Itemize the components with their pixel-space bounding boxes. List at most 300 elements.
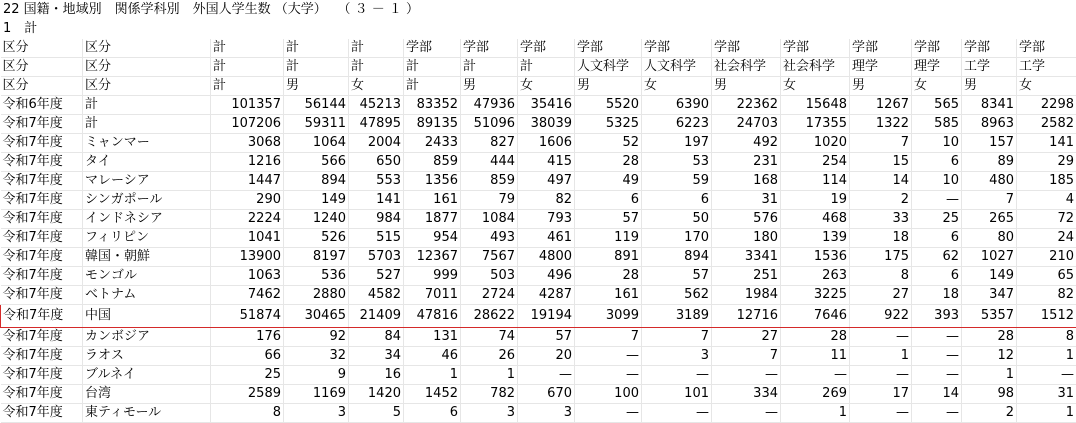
table-cell[interactable]: 231 (712, 153, 781, 172)
table-cell[interactable]: 83352 (404, 96, 461, 115)
table-cell[interactable]: 47895 (349, 115, 404, 134)
table-cell[interactable]: 185 (1017, 172, 1076, 191)
table-cell[interactable]: 7 (850, 134, 912, 153)
table-cell[interactable]: 35416 (518, 96, 575, 115)
table-cell[interactable]: 263 (781, 267, 850, 286)
table-cell[interactable]: — (575, 366, 642, 385)
table-cell[interactable]: 男 (712, 77, 781, 96)
table-cell[interactable]: 1041 (211, 229, 284, 248)
table-cell[interactable]: 28 (575, 267, 642, 286)
table-cell[interactable]: 1084 (461, 210, 518, 229)
table-cell[interactable]: 52 (575, 134, 642, 153)
table-cell[interactable]: 565 (912, 96, 962, 115)
table-cell[interactable]: 161 (575, 286, 642, 305)
table-cell[interactable]: 28 (962, 328, 1017, 347)
table-cell[interactable]: 令和7年度 (1, 366, 83, 385)
table-cell[interactable]: — (1017, 366, 1076, 385)
table-cell[interactable]: 8 (850, 267, 912, 286)
table-cell[interactable]: 92 (284, 328, 349, 347)
table-cell[interactable]: 139 (781, 229, 850, 248)
table-cell[interactable]: 8 (211, 404, 284, 423)
table-cell[interactable]: カンボジア (83, 328, 211, 347)
table-cell[interactable]: 1027 (962, 248, 1017, 267)
table-cell[interactable]: 2298 (1017, 96, 1076, 115)
table-cell[interactable]: 415 (518, 153, 575, 172)
table-cell[interactable]: 1877 (404, 210, 461, 229)
table-cell[interactable]: 444 (461, 153, 518, 172)
table-cell[interactable]: 141 (349, 191, 404, 210)
table-cell[interactable]: 13900 (211, 248, 284, 267)
table-cell[interactable]: 536 (284, 267, 349, 286)
table-cell[interactable]: 922 (850, 305, 912, 328)
table-cell[interactable]: 269 (781, 385, 850, 404)
table-cell[interactable]: 令和7年度 (1, 267, 83, 286)
table-cell[interactable]: 2589 (211, 385, 284, 404)
table-cell[interactable]: 6 (912, 267, 962, 286)
table-cell[interactable]: 12 (962, 347, 1017, 366)
table-cell[interactable]: 1 (461, 366, 518, 385)
table-cell[interactable]: 工学 (1017, 58, 1076, 77)
table-cell[interactable]: 5520 (575, 96, 642, 115)
table-cell[interactable]: 韓国・朝鮮 (83, 248, 211, 267)
table-cell[interactable]: 1 (404, 366, 461, 385)
table-cell[interactable]: 1 (850, 347, 912, 366)
table-cell[interactable]: 168 (712, 172, 781, 191)
table-cell[interactable]: 10 (912, 134, 962, 153)
table-cell[interactable]: 28 (575, 153, 642, 172)
table-cell[interactable]: 1240 (284, 210, 349, 229)
table-cell[interactable]: 1 (962, 366, 1017, 385)
table-cell[interactable]: 計 (284, 39, 349, 58)
table-cell[interactable]: 1420 (349, 385, 404, 404)
table-cell[interactable]: 14 (912, 385, 962, 404)
table-cell[interactable]: 393 (912, 305, 962, 328)
table-cell[interactable]: 1267 (850, 96, 912, 115)
table-cell[interactable]: 47816 (404, 305, 461, 328)
table-cell[interactable]: 11 (781, 347, 850, 366)
table-cell[interactable]: 492 (712, 134, 781, 153)
table-cell[interactable]: 1606 (518, 134, 575, 153)
table-cell[interactable]: 149 (284, 191, 349, 210)
table-cell[interactable]: 8 (1017, 328, 1076, 347)
table-cell[interactable]: 学部 (912, 39, 962, 58)
table-cell[interactable]: 49 (575, 172, 642, 191)
table-cell[interactable]: 計 (211, 39, 284, 58)
table-cell[interactable]: 65 (1017, 267, 1076, 286)
table-cell[interactable]: 461 (518, 229, 575, 248)
table-cell[interactable]: 894 (642, 248, 712, 267)
table-cell[interactable]: 891 (575, 248, 642, 267)
table-cell[interactable]: — (518, 366, 575, 385)
table-cell[interactable]: — (912, 328, 962, 347)
table-cell[interactable]: 25 (912, 210, 962, 229)
table-cell[interactable]: 計 (83, 96, 211, 115)
table-cell[interactable]: 24 (1017, 229, 1076, 248)
table-cell[interactable]: 令和7年度 (1, 347, 83, 366)
table-cell[interactable]: 1169 (284, 385, 349, 404)
table-cell[interactable]: 女 (1017, 77, 1076, 96)
table-cell[interactable]: 585 (912, 115, 962, 134)
table-cell[interactable]: 令和7年度 (1, 115, 83, 134)
table-cell[interactable]: — (850, 366, 912, 385)
table-cell[interactable]: 1447 (211, 172, 284, 191)
table-cell[interactable]: 2880 (284, 286, 349, 305)
table-cell[interactable]: 令和7年度 (1, 305, 83, 328)
table-cell[interactable]: 6 (404, 404, 461, 423)
table-cell[interactable]: — (912, 366, 962, 385)
table-cell[interactable]: 工学 (962, 58, 1017, 77)
table-cell[interactable]: 497 (518, 172, 575, 191)
table-cell[interactable]: 197 (642, 134, 712, 153)
table-cell[interactable]: 令和7年度 (1, 153, 83, 172)
table-cell[interactable]: フィリピン (83, 229, 211, 248)
table-cell[interactable]: 令和7年度 (1, 248, 83, 267)
table-cell[interactable]: 27 (712, 328, 781, 347)
table-cell[interactable]: 計 (211, 77, 284, 96)
table-cell[interactable]: 98 (962, 385, 1017, 404)
table-cell[interactable]: 1356 (404, 172, 461, 191)
table-cell[interactable]: 29 (1017, 153, 1076, 172)
table-cell[interactable]: 8197 (284, 248, 349, 267)
table-cell[interactable]: 男 (284, 77, 349, 96)
table-cell[interactable]: 4582 (349, 286, 404, 305)
table-cell[interactable]: 令和7年度 (1, 328, 83, 347)
table-cell[interactable]: 令和7年度 (1, 172, 83, 191)
table-cell[interactable]: 7011 (404, 286, 461, 305)
table-cell[interactable]: 学部 (1017, 39, 1076, 58)
table-cell[interactable]: 学部 (642, 39, 712, 58)
table-cell[interactable]: 72 (1017, 210, 1076, 229)
table-cell[interactable]: 334 (712, 385, 781, 404)
table-cell[interactable]: 16 (349, 366, 404, 385)
table-cell[interactable]: — (712, 366, 781, 385)
table-cell[interactable]: 526 (284, 229, 349, 248)
table-cell[interactable]: 56144 (284, 96, 349, 115)
table-cell[interactable]: 82 (518, 191, 575, 210)
table-cell[interactable]: 157 (962, 134, 1017, 153)
table-cell[interactable]: 57 (642, 267, 712, 286)
table-cell[interactable]: 59311 (284, 115, 349, 134)
table-cell[interactable]: 1512 (1017, 305, 1076, 328)
table-cell[interactable]: 令和7年度 (1, 286, 83, 305)
table-cell[interactable]: 令和6年度 (1, 96, 83, 115)
table-cell[interactable]: 学部 (461, 39, 518, 58)
table-cell[interactable]: 3 (461, 404, 518, 423)
table-cell[interactable]: ベトナム (83, 286, 211, 305)
table-cell[interactable]: 学部 (781, 39, 850, 58)
table-cell[interactable]: 84 (349, 328, 404, 347)
table-cell[interactable]: 2 (962, 404, 1017, 423)
table-cell[interactable]: 人文科学 (642, 58, 712, 77)
table-cell[interactable]: 令和7年度 (1, 191, 83, 210)
table-cell[interactable]: 493 (461, 229, 518, 248)
table-cell[interactable]: 1216 (211, 153, 284, 172)
table-cell[interactable]: 59 (642, 172, 712, 191)
table-cell[interactable]: 10 (912, 172, 962, 191)
table-cell[interactable]: 計 (349, 58, 404, 77)
table-cell[interactable]: 区分 (83, 39, 211, 58)
table-cell[interactable]: 89135 (404, 115, 461, 134)
table-cell[interactable]: 553 (349, 172, 404, 191)
table-cell[interactable]: — (912, 191, 962, 210)
table-cell[interactable]: 人文科学 (575, 58, 642, 77)
table-cell[interactable]: 中国 (83, 305, 211, 328)
table-cell[interactable]: 1452 (404, 385, 461, 404)
table-cell[interactable]: 3099 (575, 305, 642, 328)
table-cell[interactable]: 22362 (712, 96, 781, 115)
table-cell[interactable]: — (850, 328, 912, 347)
table-cell[interactable]: 2004 (349, 134, 404, 153)
table-cell[interactable]: 女 (781, 77, 850, 96)
table-cell[interactable]: 6 (912, 229, 962, 248)
table-cell[interactable]: 計 (518, 58, 575, 77)
table-cell[interactable]: 1063 (211, 267, 284, 286)
table-cell[interactable]: 学部 (404, 39, 461, 58)
table-cell[interactable]: — (575, 347, 642, 366)
table-cell[interactable]: 学部 (962, 39, 1017, 58)
table-cell[interactable]: 東ティモール (83, 404, 211, 423)
table-cell[interactable]: 女 (518, 77, 575, 96)
table-cell[interactable]: 1984 (712, 286, 781, 305)
table-cell[interactable]: 82 (1017, 286, 1076, 305)
table-cell[interactable]: 14 (850, 172, 912, 191)
table-cell[interactable]: — (912, 404, 962, 423)
table-cell[interactable]: 161 (404, 191, 461, 210)
table-cell[interactable]: 480 (962, 172, 1017, 191)
table-cell[interactable]: 5 (349, 404, 404, 423)
table-cell[interactable]: 4287 (518, 286, 575, 305)
table-cell[interactable]: 6 (642, 191, 712, 210)
table-cell[interactable]: — (781, 366, 850, 385)
table-cell[interactable]: 1020 (781, 134, 850, 153)
table-cell[interactable]: 15648 (781, 96, 850, 115)
table-cell[interactable]: 894 (284, 172, 349, 191)
table-cell[interactable]: 984 (349, 210, 404, 229)
table-cell[interactable]: 計 (461, 58, 518, 77)
table-cell[interactable]: 男 (850, 77, 912, 96)
table-cell[interactable]: 101357 (211, 96, 284, 115)
table-cell[interactable]: — (712, 404, 781, 423)
table-cell[interactable]: 46 (404, 347, 461, 366)
table-cell[interactable]: 27 (850, 286, 912, 305)
table-cell[interactable]: 3225 (781, 286, 850, 305)
table-cell[interactable]: 区分 (83, 77, 211, 96)
table-cell[interactable]: 79 (461, 191, 518, 210)
table-cell[interactable]: 1536 (781, 248, 850, 267)
table-cell[interactable]: 計 (83, 115, 211, 134)
table-cell[interactable]: 20 (518, 347, 575, 366)
table-cell[interactable]: 社会科学 (781, 58, 850, 77)
table-cell[interactable]: 1064 (284, 134, 349, 153)
table-cell[interactable]: インドネシア (83, 210, 211, 229)
table-cell[interactable]: 区分 (83, 58, 211, 77)
table-cell[interactable]: 2224 (211, 210, 284, 229)
table-cell[interactable]: 80 (962, 229, 1017, 248)
table-cell[interactable]: 782 (461, 385, 518, 404)
table-cell[interactable]: 503 (461, 267, 518, 286)
table-cell[interactable]: 9 (284, 366, 349, 385)
table-cell[interactable]: 8963 (962, 115, 1017, 134)
table-cell[interactable]: 学部 (850, 39, 912, 58)
table-cell[interactable]: 101 (642, 385, 712, 404)
table-cell[interactable]: 496 (518, 267, 575, 286)
table-cell[interactable]: シンガポール (83, 191, 211, 210)
table-cell[interactable]: 1 (1017, 347, 1076, 366)
table-cell[interactable]: 1322 (850, 115, 912, 134)
table-cell[interactable]: 62 (912, 248, 962, 267)
table-cell[interactable]: 30465 (284, 305, 349, 328)
table-cell[interactable]: 区分 (1, 39, 83, 58)
table-cell[interactable]: 学部 (712, 39, 781, 58)
table-cell[interactable]: 学部 (575, 39, 642, 58)
table-cell[interactable]: 527 (349, 267, 404, 286)
table-cell[interactable]: 区分 (1, 58, 83, 77)
table-cell[interactable]: 290 (211, 191, 284, 210)
table-cell[interactable]: 7 (712, 347, 781, 366)
table-cell[interactable]: 859 (461, 172, 518, 191)
table-cell[interactable]: 347 (962, 286, 1017, 305)
table-cell[interactable]: 114 (781, 172, 850, 191)
table-cell[interactable]: — (642, 404, 712, 423)
table-cell[interactable]: 859 (404, 153, 461, 172)
table-cell[interactable]: 7 (962, 191, 1017, 210)
table-cell[interactable]: 理学 (850, 58, 912, 77)
table-cell[interactable]: 7 (642, 328, 712, 347)
table-cell[interactable]: 180 (712, 229, 781, 248)
table-cell[interactable]: — (642, 366, 712, 385)
table-cell[interactable]: 7462 (211, 286, 284, 305)
table-cell[interactable]: 台湾 (83, 385, 211, 404)
table-cell[interactable]: 15 (850, 153, 912, 172)
table-cell[interactable]: 57 (518, 328, 575, 347)
table-cell[interactable]: — (850, 404, 912, 423)
table-cell[interactable]: 理学 (912, 58, 962, 77)
table-cell[interactable]: 19194 (518, 305, 575, 328)
table-cell[interactable]: 50 (642, 210, 712, 229)
table-cell[interactable]: 793 (518, 210, 575, 229)
table-cell[interactable]: 女 (349, 77, 404, 96)
table-cell[interactable]: タイ (83, 153, 211, 172)
table-cell[interactable]: 6 (912, 153, 962, 172)
table-cell[interactable]: ブルネイ (83, 366, 211, 385)
table-cell[interactable]: 令和7年度 (1, 210, 83, 229)
table-cell[interactable]: — (912, 347, 962, 366)
table-cell[interactable]: 141 (1017, 134, 1076, 153)
table-cell[interactable]: 3 (518, 404, 575, 423)
table-cell[interactable]: 47936 (461, 96, 518, 115)
table-cell[interactable]: 827 (461, 134, 518, 153)
table-cell[interactable]: 計 (349, 39, 404, 58)
table-cell[interactable]: 3068 (211, 134, 284, 153)
table-cell[interactable]: 7567 (461, 248, 518, 267)
table-cell[interactable]: 45213 (349, 96, 404, 115)
table-cell[interactable]: 251 (712, 267, 781, 286)
table-cell[interactable]: 社会科学 (712, 58, 781, 77)
table-cell[interactable]: 区分 (1, 77, 83, 96)
table-cell[interactable]: 17355 (781, 115, 850, 134)
table-cell[interactable]: 107206 (211, 115, 284, 134)
table-cell[interactable]: 4800 (518, 248, 575, 267)
table-cell[interactable]: 12367 (404, 248, 461, 267)
table-cell[interactable]: 3189 (642, 305, 712, 328)
table-cell[interactable]: 7646 (781, 305, 850, 328)
table-cell[interactable]: 24703 (712, 115, 781, 134)
table-cell[interactable]: 女 (642, 77, 712, 96)
table-cell[interactable]: 57 (575, 210, 642, 229)
table-cell[interactable]: 100 (575, 385, 642, 404)
table-cell[interactable]: 28622 (461, 305, 518, 328)
table-cell[interactable]: 3341 (712, 248, 781, 267)
table-cell[interactable]: 51096 (461, 115, 518, 134)
table-cell[interactable]: 954 (404, 229, 461, 248)
table-cell[interactable]: 男 (962, 77, 1017, 96)
table-cell[interactable]: 男 (461, 77, 518, 96)
table-cell[interactable]: 149 (962, 267, 1017, 286)
table-cell[interactable]: 25 (211, 366, 284, 385)
table-cell[interactable]: 男 (575, 77, 642, 96)
table-cell[interactable]: 12716 (712, 305, 781, 328)
table-cell[interactable]: 5357 (962, 305, 1017, 328)
table-cell[interactable]: 170 (642, 229, 712, 248)
table-cell[interactable]: 566 (284, 153, 349, 172)
table-cell[interactable]: 6 (575, 191, 642, 210)
table-cell[interactable]: 19 (781, 191, 850, 210)
table-cell[interactable]: 7 (575, 328, 642, 347)
table-cell[interactable]: 51874 (211, 305, 284, 328)
table-cell[interactable]: 176 (211, 328, 284, 347)
table-cell[interactable]: 令和7年度 (1, 134, 83, 153)
table-cell[interactable]: 8341 (962, 96, 1017, 115)
table-cell[interactable]: 999 (404, 267, 461, 286)
table-cell[interactable]: 計 (404, 77, 461, 96)
table-cell[interactable]: 計 (211, 58, 284, 77)
table-cell[interactable]: 6390 (642, 96, 712, 115)
table-cell[interactable]: ラオス (83, 347, 211, 366)
table-cell[interactable]: 28 (781, 328, 850, 347)
table-cell[interactable]: 学部 (518, 39, 575, 58)
table-cell[interactable]: 562 (642, 286, 712, 305)
table-cell[interactable]: 17 (850, 385, 912, 404)
table-cell[interactable]: 119 (575, 229, 642, 248)
table-cell[interactable]: 2724 (461, 286, 518, 305)
table-cell[interactable]: 18 (912, 286, 962, 305)
table-cell[interactable]: 1 (781, 404, 850, 423)
table-cell[interactable]: 131 (404, 328, 461, 347)
table-cell[interactable]: 計 (284, 58, 349, 77)
table-cell[interactable]: 576 (712, 210, 781, 229)
table-cell[interactable]: 670 (518, 385, 575, 404)
table-cell[interactable]: 89 (962, 153, 1017, 172)
table-cell[interactable]: ミャンマー (83, 134, 211, 153)
table-cell[interactable]: 33 (850, 210, 912, 229)
table-cell[interactable]: 4 (1017, 191, 1076, 210)
table-cell[interactable]: 3 (284, 404, 349, 423)
table-cell[interactable]: 6223 (642, 115, 712, 134)
table-cell[interactable]: 3 (642, 347, 712, 366)
table-cell[interactable]: 468 (781, 210, 850, 229)
table-cell[interactable]: 53 (642, 153, 712, 172)
table-cell[interactable]: 18 (850, 229, 912, 248)
table-cell[interactable]: 74 (461, 328, 518, 347)
table-cell[interactable]: 計 (404, 58, 461, 77)
table-cell[interactable]: 26 (461, 347, 518, 366)
table-cell[interactable]: 32 (284, 347, 349, 366)
table-cell[interactable]: 令和7年度 (1, 404, 83, 423)
table-cell[interactable]: 515 (349, 229, 404, 248)
table-cell[interactable]: 5703 (349, 248, 404, 267)
table-cell[interactable]: 265 (962, 210, 1017, 229)
table-cell[interactable]: 2433 (404, 134, 461, 153)
